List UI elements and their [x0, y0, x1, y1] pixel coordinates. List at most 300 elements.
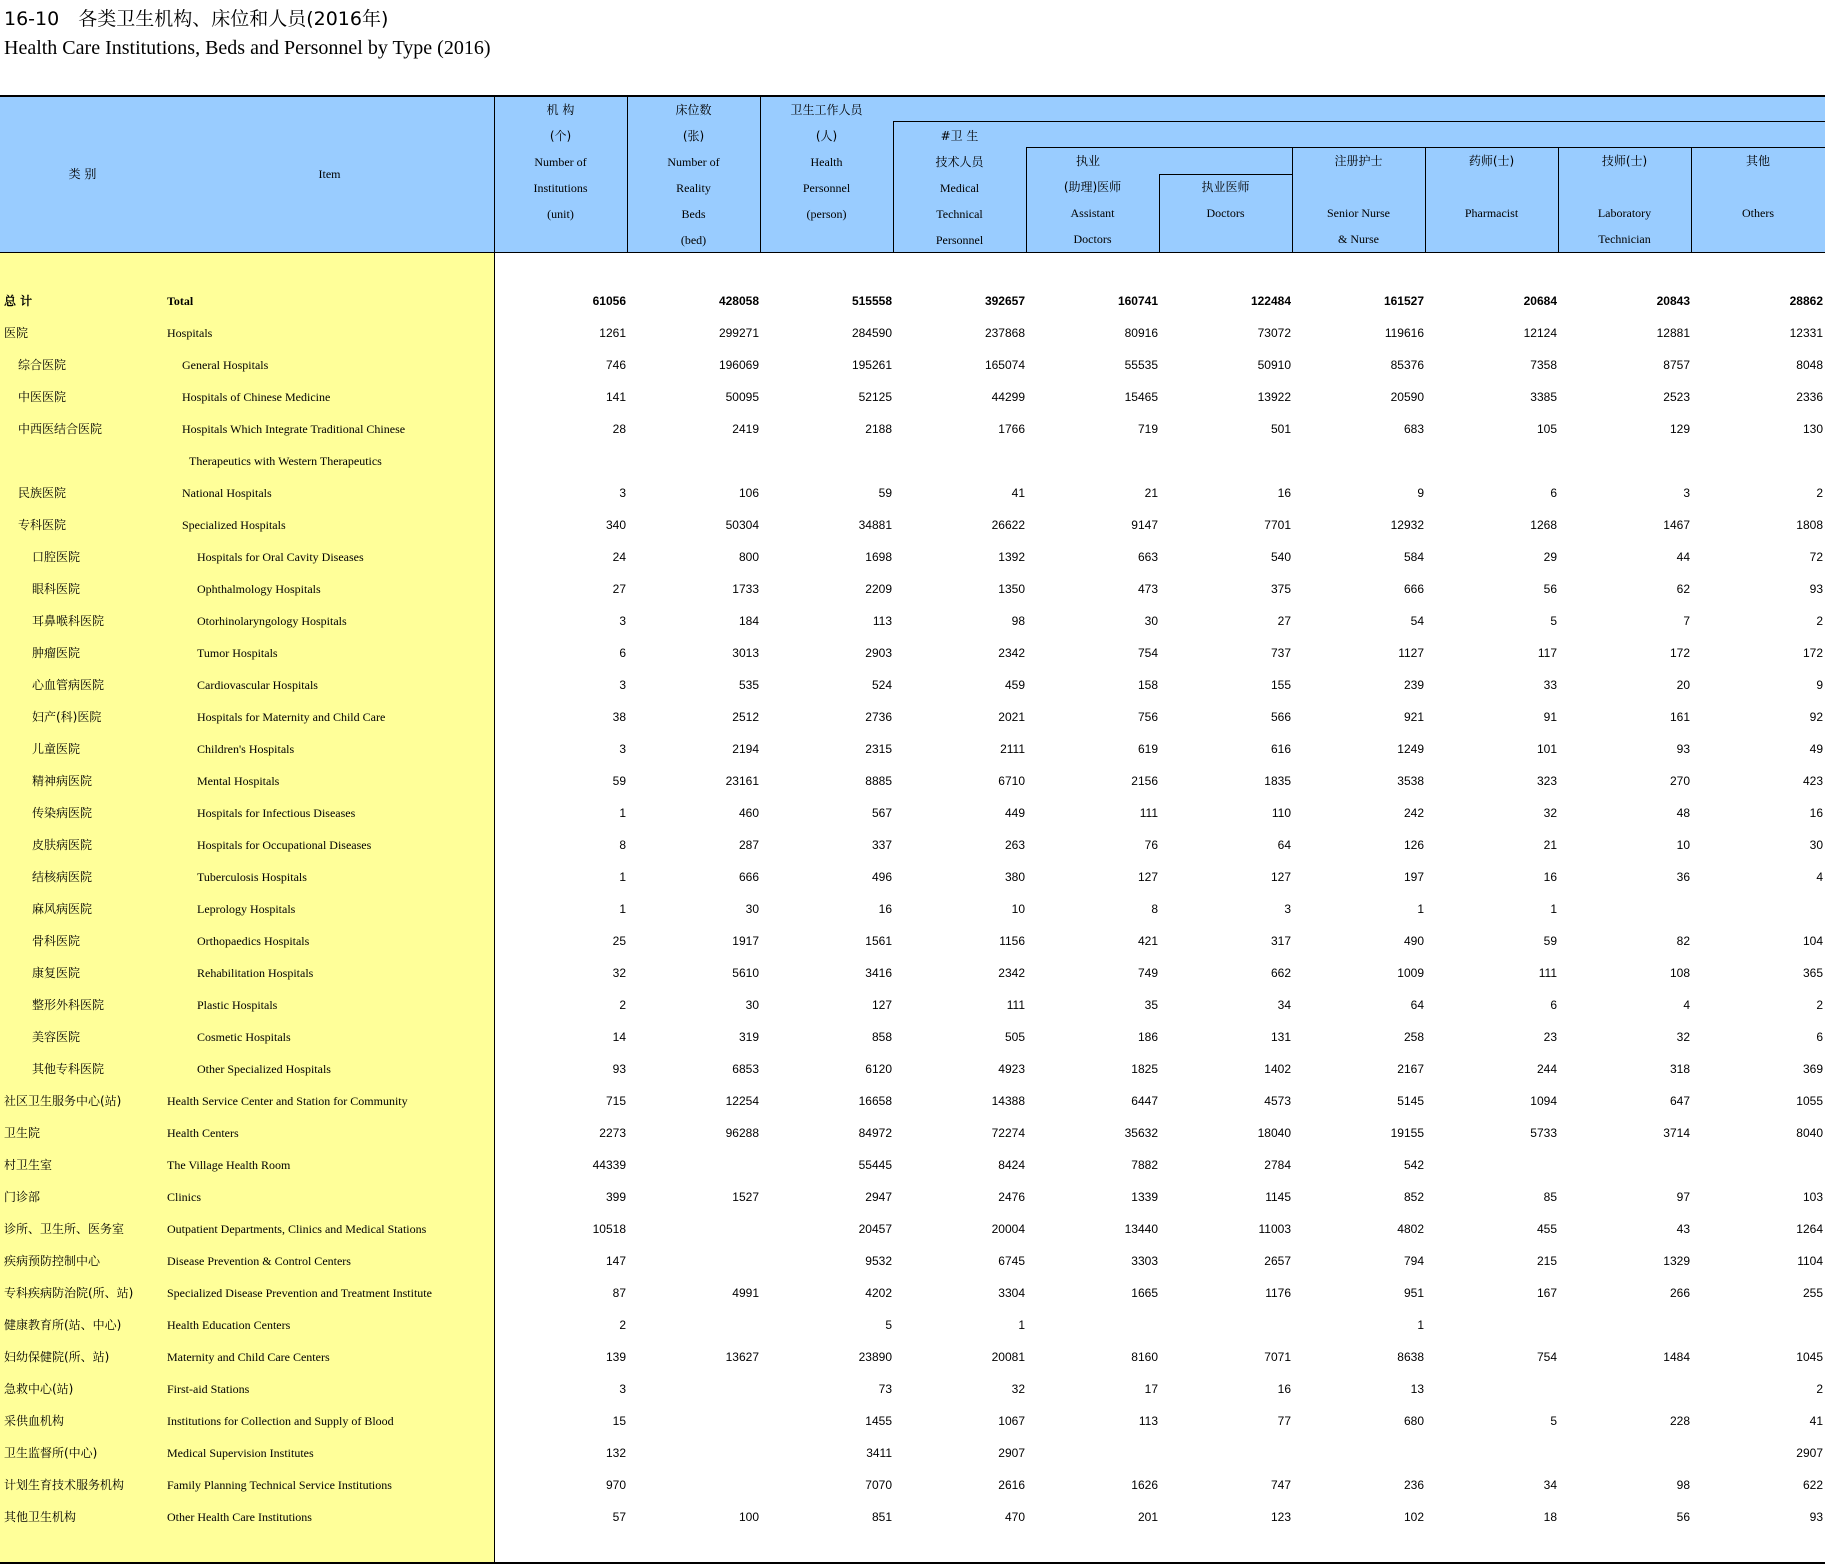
cell-value: 85 [1543, 1190, 1557, 1204]
header-beds: 床位数 (张) Number of Reality Beds (bed) [667, 103, 720, 247]
row-label-cn: 门诊部 [4, 1190, 41, 1204]
cell-value: 110 [1271, 806, 1291, 820]
cell-value: 3 [619, 486, 626, 500]
cell-value: 82 [1676, 934, 1690, 948]
table-row [0, 1213, 1825, 1245]
table-row [0, 477, 1825, 509]
row-label-en: Clinics [167, 1190, 202, 1204]
row-label-cn: 中西医结合医院 [18, 422, 103, 436]
cell-value: 449 [1004, 806, 1025, 820]
cell-value: 20004 [991, 1222, 1025, 1236]
cell-value: 87 [612, 1286, 626, 1300]
cell-value: 540 [1270, 550, 1291, 564]
cell-value: 18 [1543, 1510, 1557, 1524]
row-label-cn: 中医医院 [18, 390, 67, 404]
cell-value: 34 [1543, 1478, 1557, 1492]
row-label-en: First-aid Stations [167, 1382, 250, 1396]
cell-value: 12932 [1390, 518, 1424, 532]
row-label-cn: 耳鼻喉科医院 [32, 614, 105, 628]
cell-value: 64 [1410, 998, 1424, 1012]
table-row [0, 1085, 1825, 1117]
cell-value: 1467 [1663, 518, 1690, 532]
cell-value: 1176 [1265, 1286, 1291, 1300]
row-label-cn: 结核病医院 [32, 870, 93, 884]
row-label-cn: 儿童医院 [32, 742, 81, 756]
cell-value: 33 [1543, 678, 1557, 692]
cell-value: 85376 [1390, 358, 1424, 372]
cell-value: 1455 [865, 1414, 892, 1428]
cell-value: 323 [1536, 774, 1557, 788]
cell-value: 55445 [858, 1158, 892, 1172]
cell-value: 2657 [1264, 1254, 1291, 1268]
cell-value: 10 [1676, 838, 1690, 852]
cell-value: 7071 [1264, 1350, 1291, 1364]
row-label-en: Hospitals for Maternity and Child Care [197, 710, 386, 724]
cell-value: 8885 [865, 774, 892, 788]
cell-value: 26622 [991, 518, 1025, 532]
row-label-en: Leprology Hospitals [197, 902, 296, 916]
cell-value: 20590 [1390, 390, 1424, 404]
cell-value: 1766 [998, 422, 1025, 436]
table-row [0, 1053, 1825, 1085]
cell-value: 1402 [1264, 1062, 1291, 1076]
cell-value: 1665 [1131, 1286, 1158, 1300]
cell-value: 32 [1676, 1030, 1690, 1044]
row-label-cn: 医院 [4, 326, 29, 340]
table-row [0, 1501, 1825, 1533]
cell-value: 34881 [858, 518, 892, 532]
cell-value: 1733 [732, 582, 759, 596]
row-label-cn: 整形外科医院 [32, 998, 105, 1012]
cell-value: 101 [1536, 742, 1557, 756]
cell-value: 6447 [1131, 1094, 1158, 1108]
cell-value: 30 [745, 998, 759, 1012]
cell-value: 619 [1137, 742, 1158, 756]
header-licensed-group: 执业 [1076, 154, 1101, 168]
cell-value: 2512 [732, 710, 759, 724]
cell-value: 50095 [725, 390, 759, 404]
cell-value: 3714 [1663, 1126, 1690, 1140]
table-row [0, 1373, 1825, 1405]
row-label-cn: 卫生院 [4, 1126, 41, 1140]
cell-value: 1825 [1131, 1062, 1158, 1076]
cell-value: 55535 [1124, 358, 1158, 372]
cell-value: 12331 [1789, 326, 1823, 340]
cell-value: 27 [1277, 614, 1291, 628]
row-label-en: General Hospitals [182, 358, 269, 372]
cell-value: 515558 [851, 294, 892, 308]
cell-value: 73072 [1257, 326, 1291, 340]
cell-value: 237868 [984, 326, 1025, 340]
row-label-en: Hospitals [167, 326, 213, 340]
cell-value: 2021 [998, 710, 1025, 724]
cell-value: 1 [619, 870, 626, 884]
table-row [0, 1309, 1825, 1341]
cell-value: 54 [1410, 614, 1424, 628]
table-row [0, 445, 1825, 477]
cell-value: 737 [1270, 646, 1291, 660]
cell-value: 13440 [1124, 1222, 1158, 1236]
cell-value: 2315 [865, 742, 892, 756]
table-row [0, 1437, 1825, 1469]
cell-value: 24 [612, 550, 626, 564]
cell-value: 147 [605, 1254, 626, 1268]
cell-value: 7882 [1131, 1158, 1158, 1172]
cell-value: 2 [1816, 486, 1823, 500]
table-row [0, 989, 1825, 1021]
cell-value: 56 [1543, 582, 1557, 596]
cell-value: 8424 [998, 1158, 1025, 1172]
cell-value: 470 [1004, 1510, 1025, 1524]
cell-value: 1104 [1797, 1254, 1823, 1268]
table-row [0, 381, 1825, 413]
cell-value: 201 [1137, 1510, 1158, 1524]
row-label-en: Medical Supervision Institutes [167, 1446, 314, 1460]
cell-value: 105 [1536, 422, 1557, 436]
cell-value: 155 [1270, 678, 1291, 692]
row-label-en: Rehabilitation Hospitals [197, 966, 314, 980]
cell-value: 2342 [998, 966, 1025, 980]
cell-value: 19155 [1390, 1126, 1424, 1140]
table-header [0, 97, 1825, 252]
cell-value: 2188 [865, 422, 892, 436]
cell-value: 28 [612, 422, 626, 436]
cell-value: 35632 [1124, 1126, 1158, 1140]
cell-value: 9 [1417, 486, 1424, 500]
cell-value: 1350 [998, 582, 1025, 596]
cell-value: 44339 [592, 1158, 626, 1172]
cell-value: 680 [1403, 1414, 1424, 1428]
cell-value: 93 [1809, 582, 1823, 596]
header-others: 其他 Others [1742, 154, 1774, 220]
cell-value: 1527 [732, 1190, 759, 1204]
cell-value: 196069 [718, 358, 759, 372]
cell-value: 1835 [1264, 774, 1291, 788]
cell-value: 754 [1536, 1350, 1557, 1364]
cell-value: 4923 [998, 1062, 1025, 1076]
cell-value: 244 [1536, 1062, 1557, 1076]
cell-value: 5 [885, 1318, 892, 1332]
cell-value: 23 [1543, 1030, 1557, 1044]
row-label-en: Orthopaedics Hospitals [197, 934, 310, 948]
cell-value: 1156 [999, 934, 1025, 948]
cell-value: 970 [605, 1478, 626, 1492]
cell-value: 715 [605, 1094, 626, 1108]
cell-value: 8757 [1663, 358, 1690, 372]
cell-value: 754 [1137, 646, 1158, 660]
cell-value: 2209 [865, 582, 892, 596]
cell-value: 340 [605, 518, 626, 532]
row-label-cn: 综合医院 [18, 358, 67, 372]
row-label-en: Institutions for Collection and Supply of Blood [167, 1414, 394, 1428]
row-label-en: Other Health Care Institutions [167, 1510, 312, 1524]
cell-value: 1698 [865, 550, 892, 564]
cell-value: 102 [1403, 1510, 1424, 1524]
cell-value: 44 [1676, 550, 1690, 564]
cell-value: 3013 [732, 646, 759, 660]
cell-value: 41 [1809, 1414, 1823, 1428]
cell-value: 25 [612, 934, 626, 948]
cell-value: 1249 [1397, 742, 1424, 756]
cell-value: 459 [1004, 678, 1025, 692]
cell-value: 16 [1277, 486, 1291, 500]
cell-value: 284590 [851, 326, 892, 340]
row-label-en: Cardiovascular Hospitals [197, 678, 318, 692]
cell-value: 50304 [725, 518, 759, 532]
cell-value: 80916 [1124, 326, 1158, 340]
row-label-en: Hospitals Which Integrate Traditional Chinese [182, 422, 406, 436]
row-label-en: Maternity and Child Care Centers [167, 1350, 330, 1364]
table-row [0, 861, 1825, 893]
cell-value: 41 [1011, 486, 1025, 500]
cell-value: 719 [1137, 422, 1158, 436]
row-label-en: Specialized Hospitals [182, 518, 286, 532]
cell-value: 98 [1011, 614, 1025, 628]
cell-value: 6 [1816, 1030, 1823, 1044]
cell-value: 3411 [866, 1446, 892, 1460]
table-row [0, 893, 1825, 925]
cell-value: 1561 [865, 934, 892, 948]
cell-value: 131 [1270, 1030, 1291, 1044]
header-pharmacist: 药师(士) Pharmacist [1464, 154, 1519, 220]
cell-value: 662 [1270, 966, 1291, 980]
cell-value: 161527 [1383, 294, 1424, 308]
row-label-cn: 专科医院 [18, 518, 67, 532]
cell-value: 127 [1270, 870, 1291, 884]
cell-value: 127 [1137, 870, 1158, 884]
cell-value: 32 [612, 966, 626, 980]
cell-value: 455 [1536, 1222, 1557, 1236]
cell-value: 2 [619, 1318, 626, 1332]
cell-value: 287 [738, 838, 759, 852]
cell-value: 1 [619, 902, 626, 916]
cell-value: 59 [1543, 934, 1557, 948]
cell-value: 4802 [1397, 1222, 1424, 1236]
table-row [0, 1181, 1825, 1213]
cell-value: 3538 [1397, 774, 1424, 788]
cell-value: 4 [1816, 870, 1823, 884]
cell-value: 111 [1139, 806, 1158, 820]
cell-value: 6 [619, 646, 626, 660]
row-label-en: Family Planning Technical Service Institutions [167, 1478, 392, 1492]
cell-value: 59 [878, 486, 892, 500]
row-label-en: Health Service Center and Station for Community [167, 1094, 408, 1108]
table-row [0, 509, 1825, 541]
cell-value: 17 [1144, 1382, 1158, 1396]
cell-value: 749 [1137, 966, 1158, 980]
cell-value: 126 [1403, 838, 1424, 852]
cell-value: 421 [1137, 934, 1158, 948]
row-label-cn: 诊所、卫生所、医务室 [4, 1222, 125, 1236]
table-row [0, 1021, 1825, 1053]
table-body [0, 285, 1825, 1533]
header-technical-personnel: #卫 生 技术人员 Medical Technical Personnel [935, 129, 984, 247]
cell-value: 77 [1277, 1414, 1291, 1428]
row-label-cn: 康复医院 [32, 966, 81, 980]
table-row [0, 605, 1825, 637]
cell-value: 103 [1802, 1190, 1823, 1204]
cell-value: 132 [605, 1446, 626, 1460]
cell-value: 2194 [732, 742, 759, 756]
cell-value: 127 [871, 998, 892, 1012]
cell-value: 7 [1683, 614, 1690, 628]
table-row [0, 957, 1825, 989]
cell-value: 119616 [1384, 326, 1424, 340]
row-label-cn: 计划生育技术服务机构 [4, 1478, 125, 1492]
cell-value: 6 [1550, 486, 1557, 500]
header-health-personnel: 卫生工作人员 (人) Health Personnel (person) [790, 103, 863, 221]
row-label-en: Hospitals of Chinese Medicine [182, 390, 331, 404]
table-row [0, 925, 1825, 957]
cell-value: 13922 [1257, 390, 1291, 404]
cell-value: 7358 [1530, 358, 1557, 372]
cell-value: 113 [1138, 1414, 1158, 1428]
cell-value: 747 [1270, 1478, 1291, 1492]
cell-value: 172 [1669, 646, 1690, 660]
cell-value: 584 [1403, 550, 1424, 564]
cell-value: 794 [1403, 1254, 1424, 1268]
row-label-en: Hospitals for Infectious Diseases [197, 806, 356, 820]
cell-value: 666 [738, 870, 759, 884]
cell-value: 9532 [865, 1254, 892, 1268]
cell-value: 15465 [1124, 390, 1158, 404]
cell-value: 123 [1270, 1510, 1291, 1524]
row-label-en: Disease Prevention & Control Centers [167, 1254, 351, 1268]
cell-value: 97 [1676, 1190, 1690, 1204]
cell-value: 663 [1137, 550, 1158, 564]
cell-value: 2336 [1796, 390, 1823, 404]
cell-value: 490 [1403, 934, 1424, 948]
cell-value: 64 [1277, 838, 1291, 852]
cell-value: 172 [1802, 646, 1823, 660]
cell-value: 666 [1403, 582, 1424, 596]
table-row [0, 573, 1825, 605]
cell-value: 5733 [1530, 1126, 1557, 1140]
cell-value: 3 [1284, 902, 1291, 916]
cell-value: 161 [1669, 710, 1690, 724]
cell-value: 616 [1270, 742, 1291, 756]
cell-value: 2 [1816, 1382, 1823, 1396]
cell-value: 2523 [1663, 390, 1690, 404]
cell-value: 122484 [1250, 294, 1291, 308]
cell-value: 113 [872, 614, 892, 628]
table-row [0, 1405, 1825, 1437]
cell-value: 29 [1543, 550, 1557, 564]
cell-value: 8 [619, 838, 626, 852]
row-label-en: Mental Hospitals [197, 774, 280, 788]
cell-value: 258 [1403, 1030, 1424, 1044]
cell-value: 20081 [991, 1350, 1025, 1364]
cell-value: 8638 [1397, 1350, 1424, 1364]
cell-value: 93 [612, 1062, 626, 1076]
cell-value: 104 [1802, 934, 1823, 948]
row-label-cn: 总 计 [4, 294, 33, 308]
table-row [0, 541, 1825, 573]
row-label-cn: 急救中心(站) [4, 1382, 74, 1396]
header-nurse: 注册护士 Senior Nurse & Nurse [1327, 154, 1390, 246]
cell-value: 56 [1676, 1510, 1690, 1524]
cell-value: 1 [1417, 1318, 1424, 1332]
cell-value: 98 [1676, 1478, 1690, 1492]
cell-value: 852 [1403, 1190, 1424, 1204]
cell-value: 5 [1550, 1414, 1557, 1428]
row-label-cn: 传染病医院 [32, 806, 93, 820]
cell-value: 2736 [865, 710, 892, 724]
row-label-en: Health Education Centers [167, 1318, 291, 1332]
cell-value: 270 [1669, 774, 1690, 788]
row-label-en: Plastic Hospitals [197, 998, 278, 1012]
cell-value: 100 [738, 1510, 759, 1524]
cell-value: 2616 [998, 1478, 1025, 1492]
cell-value: 20457 [858, 1222, 892, 1236]
cell-value: 3416 [865, 966, 892, 980]
row-label-cn: 健康教育所(站、中心) [4, 1318, 122, 1332]
cell-value: 16 [1809, 806, 1823, 820]
cell-value: 4573 [1264, 1094, 1291, 1108]
cell-value: 186 [1137, 1030, 1158, 1044]
cell-value: 2111 [1000, 742, 1025, 756]
cell-value: 317 [1270, 934, 1291, 948]
cell-value: 3 [619, 678, 626, 692]
header-category-cn: 类 别 [68, 167, 97, 181]
cell-value: 10 [1011, 902, 1025, 916]
row-label-en: Tumor Hospitals [197, 646, 278, 660]
row-label-cn: 眼科医院 [32, 582, 81, 596]
cell-value: 6 [1550, 998, 1557, 1012]
cell-value: 380 [1004, 870, 1025, 884]
cell-value: 8048 [1796, 358, 1823, 372]
cell-value: 1009 [1397, 966, 1424, 980]
cell-value: 3385 [1530, 390, 1557, 404]
table-row [0, 797, 1825, 829]
cell-value: 111 [1538, 966, 1557, 980]
cell-value: 263 [1004, 838, 1025, 852]
cell-value: 62 [1676, 582, 1690, 596]
cell-value: 2907 [1796, 1446, 1823, 1460]
cell-value: 34 [1277, 998, 1291, 1012]
cell-value: 4991 [732, 1286, 759, 1300]
cell-value: 501 [1270, 422, 1291, 436]
cell-value: 1127 [1398, 646, 1424, 660]
row-label-cn: 其他卫生机构 [4, 1510, 77, 1524]
cell-value: 1268 [1530, 518, 1557, 532]
row-label-cn: 社区卫生服务中心(站) [4, 1094, 122, 1108]
cell-value: 365 [1802, 966, 1823, 980]
cell-value: 622 [1802, 1478, 1823, 1492]
cell-value: 93 [1809, 1510, 1823, 1524]
cell-value: 14388 [991, 1094, 1025, 1108]
row-label-en: Total [167, 294, 194, 308]
cell-value: 1808 [1796, 518, 1823, 532]
row-label-en: Cosmetic Hospitals [197, 1030, 291, 1044]
cell-value: 746 [605, 358, 626, 372]
cell-value: 28862 [1789, 294, 1823, 308]
cell-value: 428058 [718, 294, 759, 308]
row-label-en: Tuberculosis Hospitals [197, 870, 307, 884]
row-label-cn: 皮肤病医院 [32, 838, 93, 852]
cell-value: 10518 [592, 1222, 626, 1236]
cell-value: 236 [1403, 1478, 1424, 1492]
table-row [0, 701, 1825, 733]
cell-value: 255 [1802, 1286, 1823, 1300]
cell-value: 130 [1802, 422, 1823, 436]
cell-value: 1145 [1265, 1190, 1291, 1204]
cell-value: 30 [1809, 838, 1823, 852]
table-row [0, 669, 1825, 701]
row-label-cn: 肿瘤医院 [32, 646, 81, 660]
cell-value: 375 [1270, 582, 1291, 596]
cell-value: 299271 [718, 326, 759, 340]
